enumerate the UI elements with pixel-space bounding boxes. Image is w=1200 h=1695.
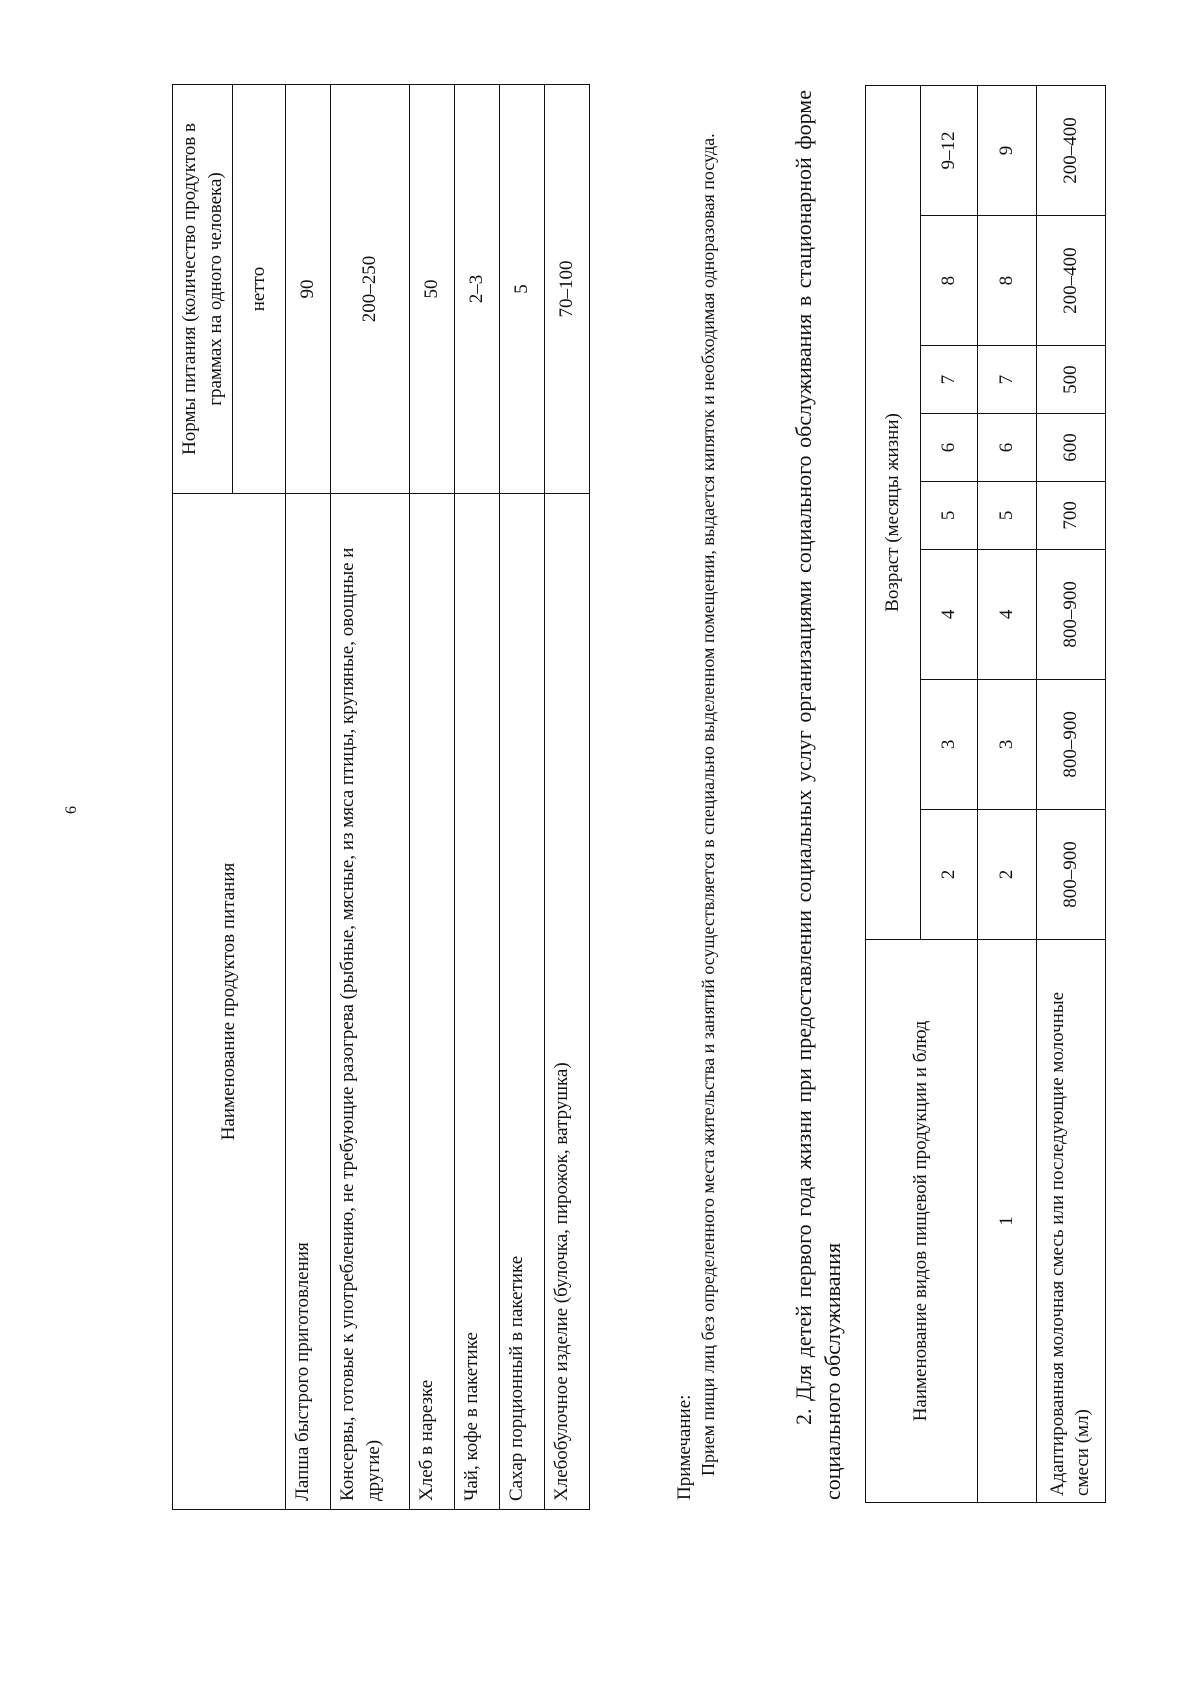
header-netto: нетто bbox=[233, 85, 286, 494]
product-value: 5 bbox=[500, 85, 545, 494]
value-cell: 700 bbox=[1037, 481, 1106, 549]
table-header-row bbox=[866, 86, 921, 1503]
value-cell: 200–400 bbox=[1037, 216, 1106, 346]
note-text: Прием пищи лиц без определенного места жительства и занятий осуществляется в специально выделенном помещении, выдается кипяток и необходимая одноразовая посуда. bbox=[698, 133, 718, 1476]
age-cell: 8 bbox=[921, 216, 978, 346]
header-norms: Нормы питания (количество продуктов в граммах на одного человека) bbox=[173, 85, 233, 494]
age-cell: 2 bbox=[921, 809, 978, 939]
value-cell: 800–900 bbox=[1037, 809, 1106, 939]
product-name: Хлеб в нарезке bbox=[410, 494, 455, 1510]
note-label: Примечание: bbox=[674, 1394, 695, 1500]
index-cell: 5 bbox=[978, 481, 1037, 549]
table-row bbox=[455, 85, 500, 1510]
value-cell: 800–900 bbox=[1037, 549, 1106, 679]
page-number: 6 bbox=[63, 806, 80, 814]
table-header-row bbox=[173, 85, 233, 1510]
index-cell: 1 bbox=[978, 940, 1037, 1503]
product-name: Чай, кофе в пакетике bbox=[455, 494, 500, 1510]
index-cell: 8 bbox=[978, 216, 1037, 346]
age-cell: 9–12 bbox=[921, 86, 978, 216]
product-value: 50 bbox=[410, 85, 455, 494]
product-name: Лапша быстрого приготовления bbox=[286, 494, 331, 1510]
header-age: Возраст (месяцы жизни) bbox=[866, 86, 921, 940]
age-cell: 5 bbox=[921, 481, 978, 549]
section-2-heading: 2. Для детей первого года жизни при предоставлении социальных услуг организациями социального обслуживания в стационарной форме социального обслуживания bbox=[791, 90, 845, 1500]
index-cell: 7 bbox=[978, 346, 1037, 414]
product-value: 90 bbox=[286, 85, 331, 494]
age-cell: 4 bbox=[921, 549, 978, 679]
index-cell: 4 bbox=[978, 549, 1037, 679]
table-row bbox=[286, 85, 331, 1510]
product-name: Консервы, готовые к употреблению, не требующие разогрева (рыбные, мясные, из мяса птицы, крупяные, овощные и другие) bbox=[331, 494, 410, 1510]
product-value: 200–250 bbox=[331, 85, 410, 494]
value-cell: 600 bbox=[1037, 414, 1106, 482]
table-index-row bbox=[978, 86, 1037, 1503]
infant-nutrition-table bbox=[865, 85, 1106, 1503]
index-cell: 3 bbox=[978, 679, 1037, 809]
table-row bbox=[500, 85, 545, 1510]
food-norms-table bbox=[172, 84, 590, 1510]
table-row bbox=[410, 85, 455, 1510]
value-cell: 200–400 bbox=[1037, 86, 1106, 216]
product-name: Хлебобулочное изделие (булочка, пирожок, ватрушка) bbox=[545, 494, 590, 1510]
table-row bbox=[331, 85, 410, 1510]
product-value: 70–100 bbox=[545, 85, 590, 494]
age-cell: 6 bbox=[921, 414, 978, 482]
product-value: 2–3 bbox=[455, 85, 500, 494]
header-food-types: Наименование видов пищевой продукции и блюд bbox=[866, 940, 978, 1503]
value-cell: 800–900 bbox=[1037, 679, 1106, 809]
age-cell: 3 bbox=[921, 679, 978, 809]
age-cell: 7 bbox=[921, 346, 978, 414]
index-cell: 2 bbox=[978, 809, 1037, 939]
header-product-name: Наименование продуктов питания bbox=[173, 494, 286, 1510]
index-cell: 9 bbox=[978, 86, 1037, 216]
food-name: Адаптированная молочная смесь или последующие молочные смеси (мл) bbox=[1037, 940, 1106, 1503]
table-row bbox=[1037, 86, 1106, 1503]
value-cell: 500 bbox=[1037, 346, 1106, 414]
product-name: Сахар порционный в пакетике bbox=[500, 494, 545, 1510]
index-cell: 6 bbox=[978, 414, 1037, 482]
table-row bbox=[545, 85, 590, 1510]
